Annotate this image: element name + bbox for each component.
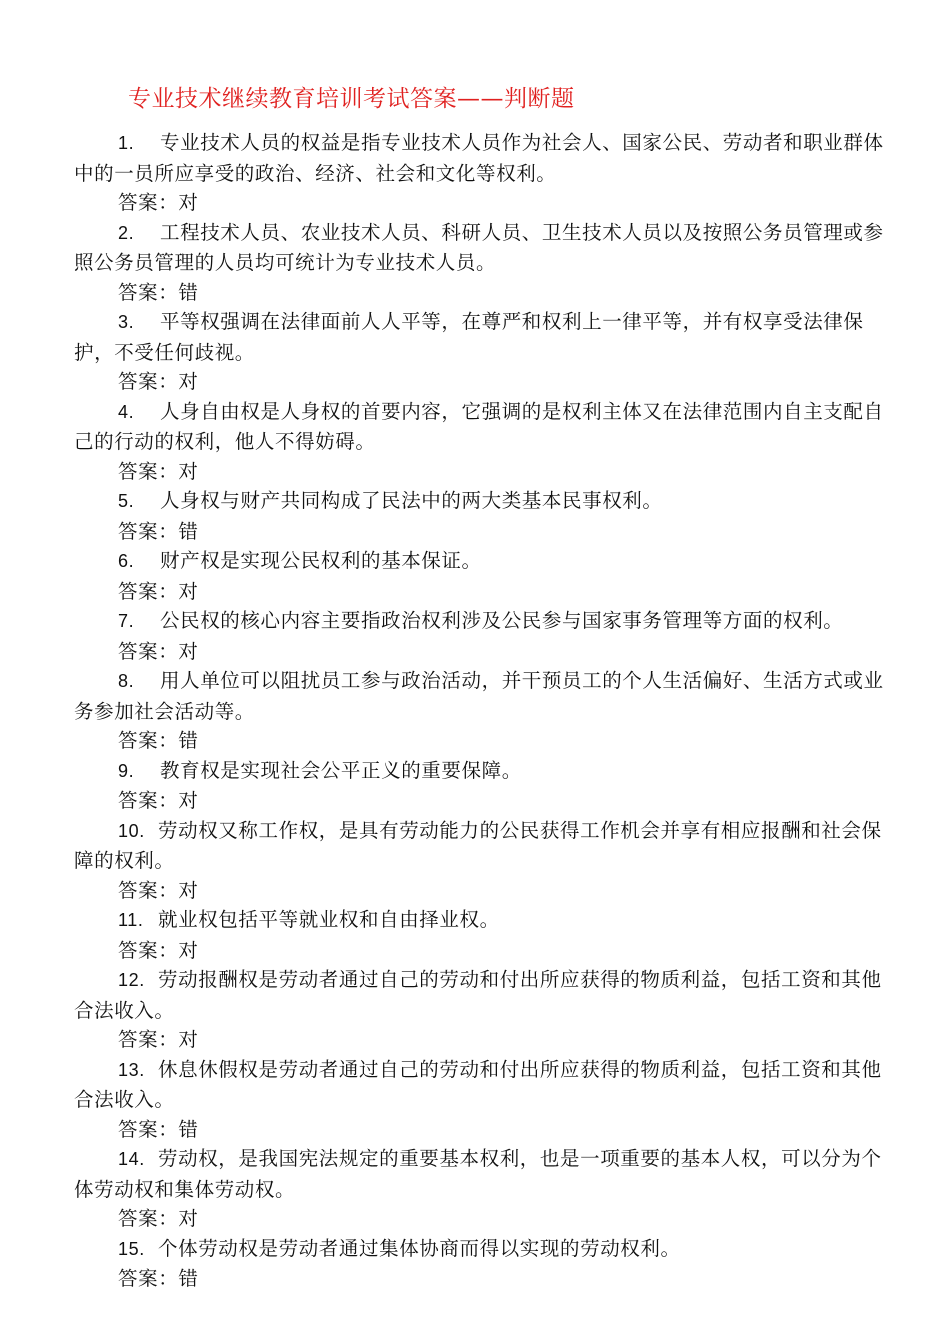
question-number: 12. <box>118 970 145 990</box>
answer-line <box>74 637 894 667</box>
question-number: 9. <box>118 760 135 781</box>
question-number: 6. <box>118 551 135 571</box>
answer-prefix: 答案： <box>118 639 179 663</box>
answer-prefix: 答案： <box>118 459 179 483</box>
answer-prefix: 答案： <box>118 1028 179 1051</box>
answer-line <box>74 577 894 607</box>
document-title: 专业技术继续教育培训考试答案——判断题 <box>128 86 575 112</box>
answer-prefix: 答案： <box>118 191 179 214</box>
answer-line <box>74 278 894 308</box>
question-number: 10. <box>118 820 145 841</box>
answer-prefix: 答案： <box>118 878 179 902</box>
answer-value: 对 <box>178 459 199 483</box>
answer-prefix: 答案： <box>118 1117 179 1141</box>
answer-prefix: 答案： <box>118 1207 179 1230</box>
question-number: 5. <box>118 491 135 511</box>
question-item <box>74 1234 894 1265</box>
question-item <box>74 1055 894 1115</box>
question-item <box>74 218 894 278</box>
question-text: 公民权的核心内容主要指政治权利涉及公民参与国家事务管理等方面的权利。 <box>160 609 844 632</box>
question-text: 工程技术人员、农业技术人员、科研人员、卫生技术人员以及按照公务员管理或参照公务员管理的人员均可统计为专业技术人员。 <box>74 220 884 274</box>
question-text: 就业权包括平等就业权和自由择业权。 <box>158 908 500 931</box>
question-text: 休息休假权是劳动者通过自己的劳动和付出所应获得的物质利益，包括工资和其他合法收入。 <box>74 1057 882 1111</box>
question-number: 14. <box>118 1149 145 1169</box>
answer-line <box>74 188 894 218</box>
answer-line <box>74 1115 894 1145</box>
question-item <box>74 905 894 936</box>
question-text: 专业技术人员的权益是指专业技术人员作为社会人、国家公民、劳动者和职业群体中的一员所应享受的政治、经济、社会和文化等权利。 <box>74 131 884 185</box>
answer-line <box>74 786 894 816</box>
answer-line <box>74 1025 894 1055</box>
question-item <box>74 1144 894 1204</box>
question-item <box>74 606 894 637</box>
question-number: 2. <box>118 222 135 243</box>
answer-value: 错 <box>178 280 199 304</box>
answer-value: 对 <box>178 370 199 393</box>
question-number: 13. <box>118 1059 145 1080</box>
question-text: 劳动权，是我国宪法规定的重要基本权利，也是一项重要的基本人权，可以分为个体劳动权和集体劳动权。 <box>74 1147 882 1201</box>
answer-prefix: 答案： <box>118 280 179 304</box>
question-text: 劳动权又称工作权，是具有劳动能力的公民获得工作机会并享有相应报酬和社会保障的权利。 <box>74 818 882 872</box>
question-item <box>74 128 894 188</box>
question-item <box>74 965 894 1025</box>
answer-prefix: 答案： <box>118 579 179 603</box>
question-item <box>74 486 894 517</box>
answer-value: 错 <box>178 729 199 752</box>
answer-line <box>74 1264 894 1294</box>
question-text: 人身权与财产共同构成了民法中的两大类基本民事权利。 <box>160 489 663 512</box>
question-text: 用人单位可以阻扰员工参与政治活动，并干预员工的个人生活偏好、生活方式或业务参加社会活动等。 <box>74 669 884 723</box>
answer-value: 错 <box>178 1267 199 1290</box>
answer-prefix: 答案： <box>118 938 179 962</box>
answer-line <box>74 1204 894 1234</box>
question-number: 3. <box>118 312 135 332</box>
answer-prefix: 答案： <box>118 519 179 543</box>
answer-prefix: 答案： <box>118 370 179 393</box>
answer-value: 错 <box>178 519 199 543</box>
question-item <box>74 816 894 876</box>
question-text: 平等权强调在法律面前人人平等，在尊严和权利上一律平等，并有权享受法律保护，不受任何歧视。 <box>74 310 864 364</box>
answer-prefix: 答案： <box>118 789 179 812</box>
answer-value: 对 <box>178 1028 199 1051</box>
question-number: 11. <box>118 910 144 930</box>
answer-line <box>74 367 894 397</box>
answer-line <box>74 936 894 966</box>
question-list <box>74 128 894 1294</box>
answer-value: 对 <box>178 579 199 603</box>
question-item <box>74 756 894 787</box>
question-number: 8. <box>118 671 135 691</box>
question-text: 教育权是实现社会公平正义的重要保障。 <box>160 758 522 782</box>
question-text: 人身自由权是人身权的首要内容，它强调的是权利主体又在法律范围内自主支配自己的行动的权利，他人不得妨碍。 <box>74 399 884 453</box>
answer-line <box>74 457 894 487</box>
question-text: 劳动报酬权是劳动者通过自己的劳动和付出所应获得的物质利益，包括工资和其他合法收入。 <box>74 968 882 1022</box>
document-page <box>74 82 894 1294</box>
question-number: 1. <box>118 133 135 153</box>
answer-value: 错 <box>178 1117 199 1141</box>
answer-prefix: 答案： <box>118 1267 179 1290</box>
question-text: 个体劳动权是劳动者通过集体协商而得以实现的劳动权利。 <box>158 1236 681 1260</box>
answer-value: 对 <box>178 639 199 663</box>
question-number: 15. <box>118 1238 145 1259</box>
question-number: 7. <box>118 611 135 631</box>
question-item <box>74 307 894 367</box>
question-text: 财产权是实现公民权利的基本保证。 <box>160 549 482 572</box>
answer-value: 对 <box>178 878 199 902</box>
question-item <box>74 666 894 726</box>
question-item <box>74 397 894 457</box>
answer-line <box>74 517 894 547</box>
answer-prefix: 答案： <box>118 729 179 752</box>
question-item <box>74 546 894 577</box>
answer-value: 对 <box>178 1207 199 1230</box>
answer-value: 对 <box>178 191 199 214</box>
answer-line <box>74 726 894 756</box>
answer-line <box>74 876 894 906</box>
question-number: 4. <box>118 401 135 422</box>
answer-value: 对 <box>178 789 199 812</box>
answer-value: 对 <box>178 938 199 962</box>
